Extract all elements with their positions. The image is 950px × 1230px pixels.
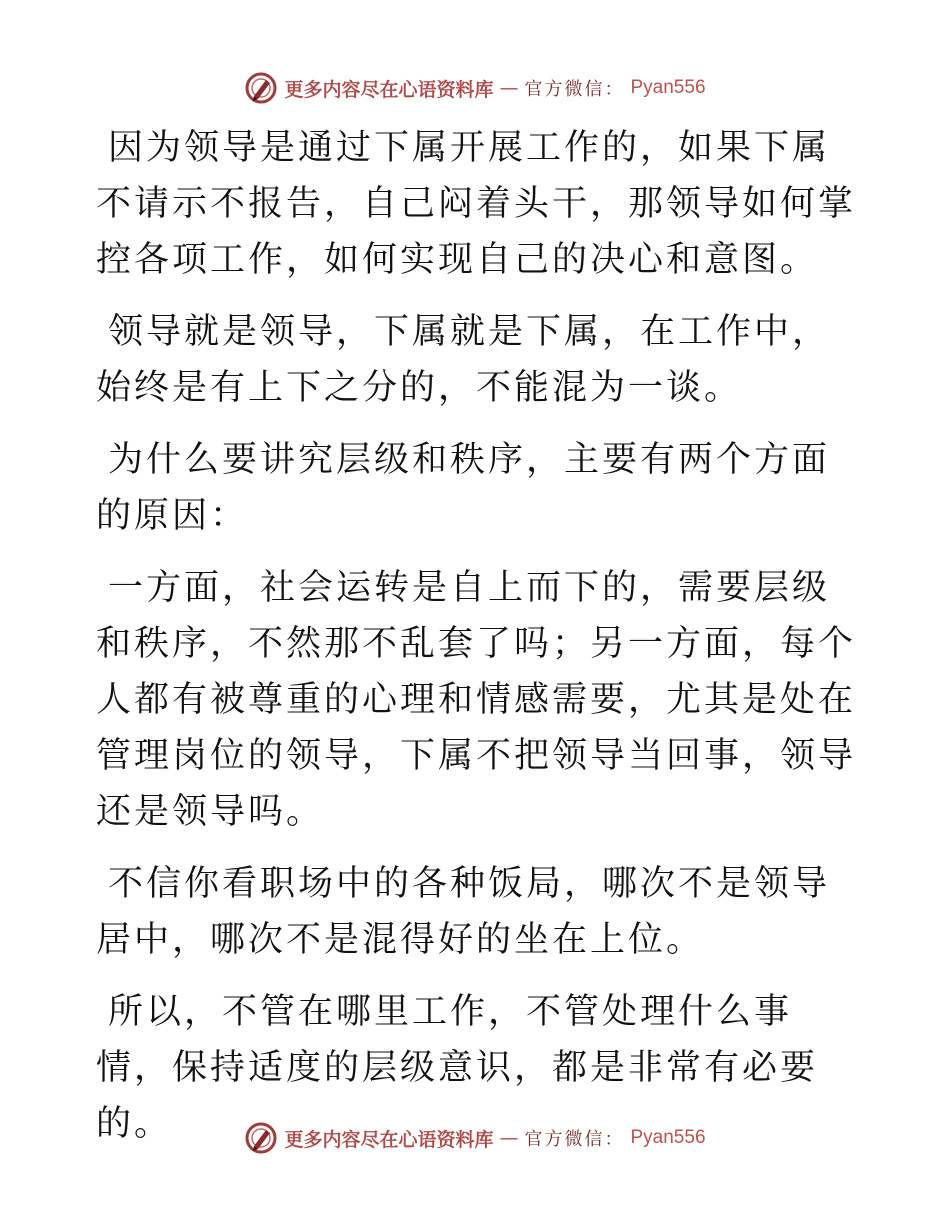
pen-logo-icon: [244, 1121, 278, 1155]
watermark-wechat-label: 官方微信：: [524, 1129, 625, 1150]
watermark-wechat-label: 官方微信：: [524, 79, 625, 100]
paragraph-6: 所以，不管在哪里工作，不管处理什么事情，保持适度的层级意识，都是非常有必要的。: [96, 992, 819, 1144]
paragraph-4: 一方面，社会运转是自上而下的，需要层级和秩序，不然那不乱套了吗；另一方面，每个人都有被尊重的心理和情感需要，尤其是处在管理岗位的领导，下属不把领导当回事，领导还是领导吗。: [96, 568, 857, 832]
article-body: [96, 120, 856, 1168]
paragraph-5: 不信你看职场中的各种饭局，哪次不是领导居中，哪次不是混得好的坐在上位。: [96, 864, 831, 960]
watermark-wechat-id: Pyan556: [630, 77, 706, 98]
watermark-site-text: 更多内容尽在心语资料库: [284, 78, 494, 101]
paragraph-2: 领导就是领导，下属就是下属，在工作中，始终是有上下之分的，不能混为一谈。: [96, 312, 831, 408]
watermark-site-text: 更多内容尽在心语资料库: [284, 1128, 494, 1151]
footer-watermark: [0, 1116, 950, 1160]
paragraph-3: 为什么要讲究层级和秩序，主要有两个方面的原因：: [96, 440, 831, 536]
watermark-dash: —: [499, 1127, 519, 1149]
pen-logo-icon: [244, 71, 278, 105]
watermark-dash: —: [499, 77, 519, 99]
header-watermark: [0, 66, 950, 110]
watermark-wechat-id: Pyan556: [630, 1127, 706, 1148]
paragraph-1: 因为领导是通过下属开展工作的，如果下属不请示不报告，自己闷着头干，那领导如何掌控各项工作，如何实现自己的决心和意图。: [96, 128, 857, 280]
